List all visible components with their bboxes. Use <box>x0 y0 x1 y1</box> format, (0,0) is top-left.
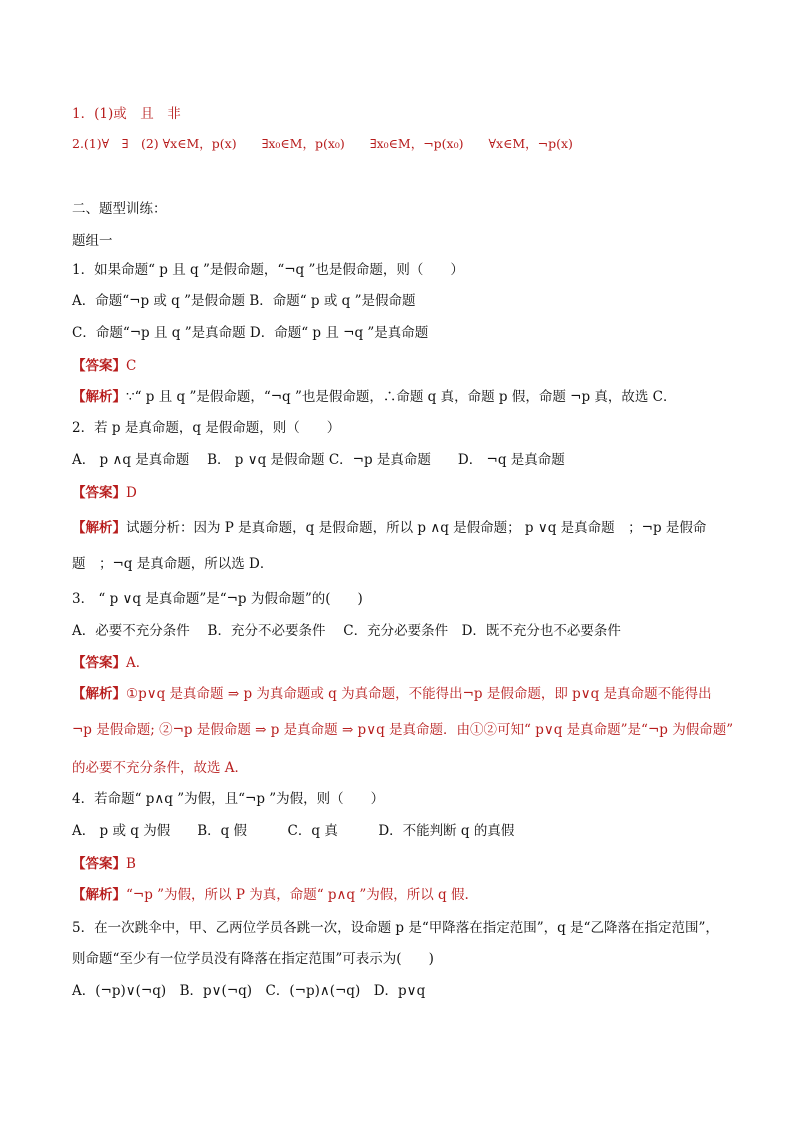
group-title: 题组一 <box>72 233 113 249</box>
answer-tag: 【答案】 <box>72 485 126 501</box>
analysis-tag: 【解析】 <box>72 520 126 536</box>
answer-tag: 【答案】 <box>72 856 126 872</box>
analysis-tag: 【解析】 <box>72 887 126 903</box>
q3-answer <box>72 653 149 673</box>
q2-analysis-2: 题 ；¬q 是真命题，所以选 D． <box>72 556 274 572</box>
question-5-cont: 则命题“至少有一位学员没有降落在指定范围”可表示为( ) <box>72 951 434 967</box>
answer-tag: 【答案】 <box>72 655 126 671</box>
analysis-text: 试题分析：因为 P 是真命题，q 是假命题，所以 p ∧q 是假命题； p ∨q 是真命题 ；¬p 是假命 <box>126 520 707 536</box>
question-5: 5．在一次跳伞中，甲、乙两位学员各跳一次，设命题 p 是“甲降落在指定范围”，q 是“乙降落在指定范围”， <box>72 920 719 936</box>
q3-analysis-1 <box>72 684 712 704</box>
question-3: 3． “ p ∨q 是真命题”是“¬p 为假命题”的( ) <box>72 591 363 607</box>
q1-analysis <box>72 387 677 407</box>
answer-value: A． <box>126 655 150 671</box>
q3-options: A．必要不充分条件 B．充分不必要条件 C．充分必要条件 D．既不充分也不必要条件 <box>72 623 621 639</box>
q4-analysis <box>72 885 469 905</box>
analysis-tag: 【解析】 <box>72 389 126 405</box>
question-2: 2．若 p 是真命题，q 是假命题，则（ ） <box>72 420 341 436</box>
top-line-1: 1．(1)或 且 非 <box>72 106 181 122</box>
question-1: 1．如果命题“ p 且 q ”是假命题，“¬q ”也是假命题，则（ ） <box>72 262 464 278</box>
q4-answer <box>72 854 136 874</box>
answer-tag: 【答案】 <box>72 358 126 374</box>
analysis-text: “¬p ”为假，所以 P 为真，命题“ p∧q ”为假，所以 q 假. <box>126 887 469 903</box>
q1-answer <box>72 356 136 376</box>
analysis-tag: 【解析】 <box>72 686 126 702</box>
analysis-text: ∵“ p 且 q ”是假命题，“¬q ”也是假命题，∴命题 q 真，命题 p 假，命题 ¬p 真，故选 C． <box>126 389 677 405</box>
analysis-text: ①p∨q 是真命题 ⇒ p 为真命题或 q 为真命题，不能得出¬p 是假命题，即 p∨q 是真命题不能得出 <box>126 686 712 702</box>
q2-answer <box>72 483 137 503</box>
top-line-2: 2.(1)∀ ∃ (2) ∀x∈M，p(x) ∃x₀∈M，p(x₀) ∃x₀∈M，¬p(x₀) ∀x∈M，¬p(x) <box>72 136 573 151</box>
q1-options-1: A．命题“¬p 或 q ”是假命题 B．命题“ p 或 q ”是假命题 <box>72 293 416 309</box>
answer-value: D <box>126 485 137 501</box>
q1-options-2: C．命题“¬p 且 q ”是真命题 D．命题“ p 且 ¬q ”是真命题 <box>72 325 429 341</box>
q4-options: A． p 或 q 为假 B．q 假 C．q 真 D．不能判断 q 的真假 <box>72 823 515 839</box>
answer-value: B <box>126 856 136 872</box>
q2-options: A． p ∧q 是真命题 B． p ∨q 是假命题 C．¬p 是真命题 D． ¬q 是真命题 <box>72 452 565 468</box>
question-4: 4．若命题“ p∧q ”为假，且“¬p ”为假，则（ ） <box>72 791 385 807</box>
q2-analysis-1 <box>72 518 706 538</box>
q3-analysis-3: 的必要不充分条件，故选 A． <box>72 760 249 776</box>
q5-options: A．(¬p)∨(¬q) B．p∨(¬q) C．(¬p)∧(¬q) D．p∨q <box>72 983 426 999</box>
section-title: 二、题型训练： <box>72 201 167 217</box>
answer-value: C <box>126 358 137 374</box>
q3-analysis-2: ¬p 是假命题; ②¬p 是假命题 ⇒ p 是真命题 ⇒ p∨q 是真命题．由①②可知“ p∨q 是真命题”是“¬p 为假命题” <box>72 722 734 738</box>
